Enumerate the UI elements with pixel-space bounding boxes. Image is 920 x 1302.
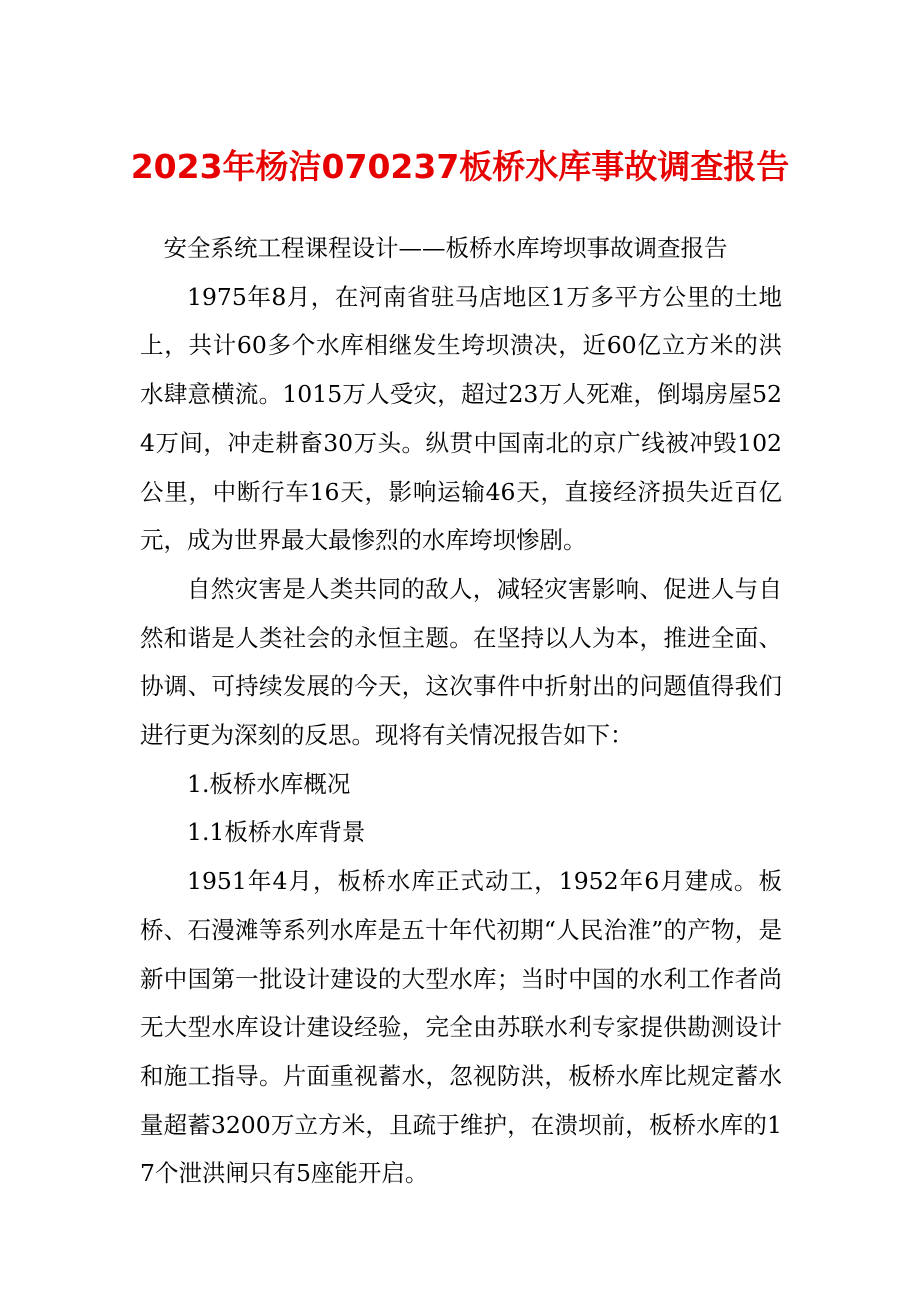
section-heading-1: 1.板桥水库概况 <box>187 769 351 798</box>
section-heading-1-1: 1.1板桥水库背景 <box>187 818 366 847</box>
paragraph-background: 1951年4月，板桥水库正式动工，1952年6月建成。板桥、石漫滩等系列水库是五十年代初期“人民治淮”的产物，是新中国第一批设计建设的大型水库；当时中国的水利工作者尚无大型水库设计建设经验，完全由苏联水利专家提供勘测设计和施工指导。片面重视蓄水，忽视防洪，板桥水库比规定蓄水量超蓄3200万立方米，且疏于维护，在溃坝前，板桥水库的17个泄洪闸只有5座能开启。 <box>140 867 782 1188</box>
document-title: 2023年杨洁070237板桥水库事故调查报告 <box>130 147 790 186</box>
paragraph-theme: 自然灾害是人类共同的敌人，减轻灾害影响、促进人与自然和谐是人类社会的永恒主题。在坚持以人为本，推进全面、协调、可持续发展的今天，这次事件中折射出的问题值得我们进行更为深刻的反思。现将有关情况报告如下： <box>140 574 782 750</box>
document-body <box>140 224 782 1198</box>
document-subtitle: 安全系统工程课程设计——板桥水库垮坝事故调查报告 <box>163 234 728 262</box>
paragraph-intro: 1975年8月，在河南省驻马店地区1万多平方公里的土地上，共计60多个水库相继发生垮坝溃决，近60亿立方米的洪水肆意横流。1015万人受灾，超过23万人死难，倒塌房屋524万间，冲走耕畜30万头。纵贯中国南北的京广线被冲毁102公里，中断行车16天，影响运输46天，直接经济损失近百亿元，成为世界最大最惨烈的水库垮坝惨剧。 <box>140 282 782 555</box>
